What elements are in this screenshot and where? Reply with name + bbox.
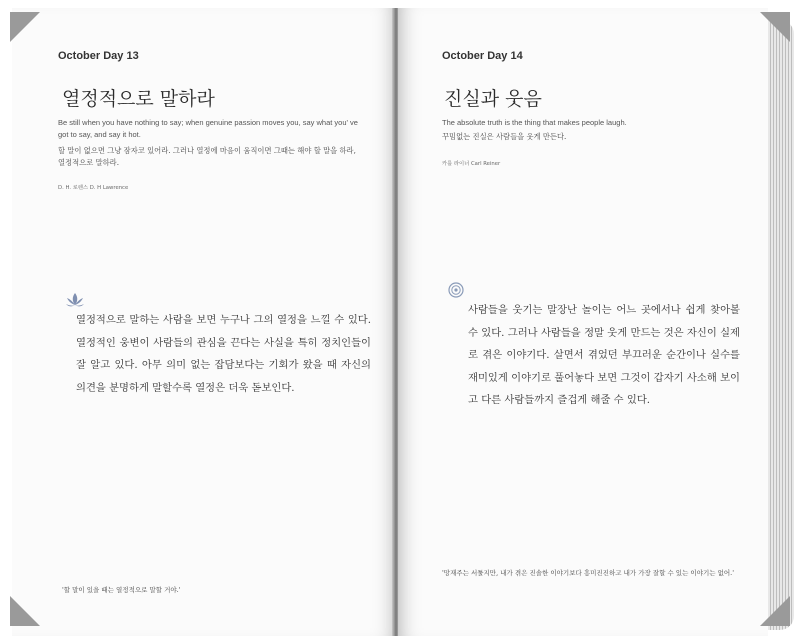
flower-badge-icon xyxy=(448,282,464,298)
quote-korean: 꾸밈없는 진실은 사람들을 웃게 만든다. xyxy=(442,132,567,141)
corner-protector xyxy=(760,596,790,626)
body-text: 사람들을 웃기는 말장난 놀이는 어느 곳에서나 쉽게 찾아볼 수 있다. 그러나 사람들을 정말 웃게 만드는 것은 자신이 실제로 겪은 이야기다. 살면서 겪었던 부끄러운 순간이나 실수를 재미있게 이야기로 풀어놓다 보면 그것이 갑자기 사소해 보이고 다른 사람들까지 즐겁게 해줄 수 있다. xyxy=(468,304,740,406)
quote-author: 카를 라이너 Carl Reiner xyxy=(442,161,501,167)
left-page xyxy=(12,8,396,636)
corner-protector xyxy=(10,596,40,626)
body-text: 열정적으로 말하는 사람을 보면 누구나 그의 열정을 느낄 수 있다. 열정적인 웅변이 사람들의 관심을 끈다는 사실을 특히 정치인들이 잘 알고 있다. 아무 의미 없는 잡담보다는 기회가 왔을 때 자신의 의견을 분명하게 말할수록 열정은 더욱 돋보인다. xyxy=(76,314,371,394)
day-label: October Day 13 xyxy=(58,50,139,62)
footer-note: '망재주는 서툴지만, 내가 겪은 진솔한 이야기보다 흥미진진하고 내가 가장 잘할 수 있는 이야기는 없어.' xyxy=(442,569,735,577)
day-label: October Day 14 xyxy=(442,50,523,62)
quote-english: Be still when you have nothing to say; when genuine passion moves you, say what you' ve got to say, and say it hot. xyxy=(58,118,358,139)
right-page xyxy=(398,8,768,636)
page-edges xyxy=(764,20,794,630)
corner-protector xyxy=(760,12,790,42)
lotus-icon xyxy=(64,291,86,311)
page-title: 진실과 웃음 xyxy=(444,88,542,110)
footer-note: '할 말이 있을 때는 열정적으로 말할 거야.' xyxy=(62,586,181,594)
quote-english: The absolute truth is the thing that makes people laugh. xyxy=(442,118,627,127)
open-book xyxy=(6,8,792,636)
quote-author: D. H. 로렌스 D. H Lawrence xyxy=(58,185,129,191)
corner-protector xyxy=(10,12,40,42)
page-title: 열정적으로 말하라 xyxy=(62,88,215,110)
quote-korean: 할 말이 없으면 그냥 잠자코 있어라. 그러나 열정에 마음이 움직이면 그때는 해야 할 말을 하라, 열정적으로 말하라. xyxy=(58,146,356,167)
